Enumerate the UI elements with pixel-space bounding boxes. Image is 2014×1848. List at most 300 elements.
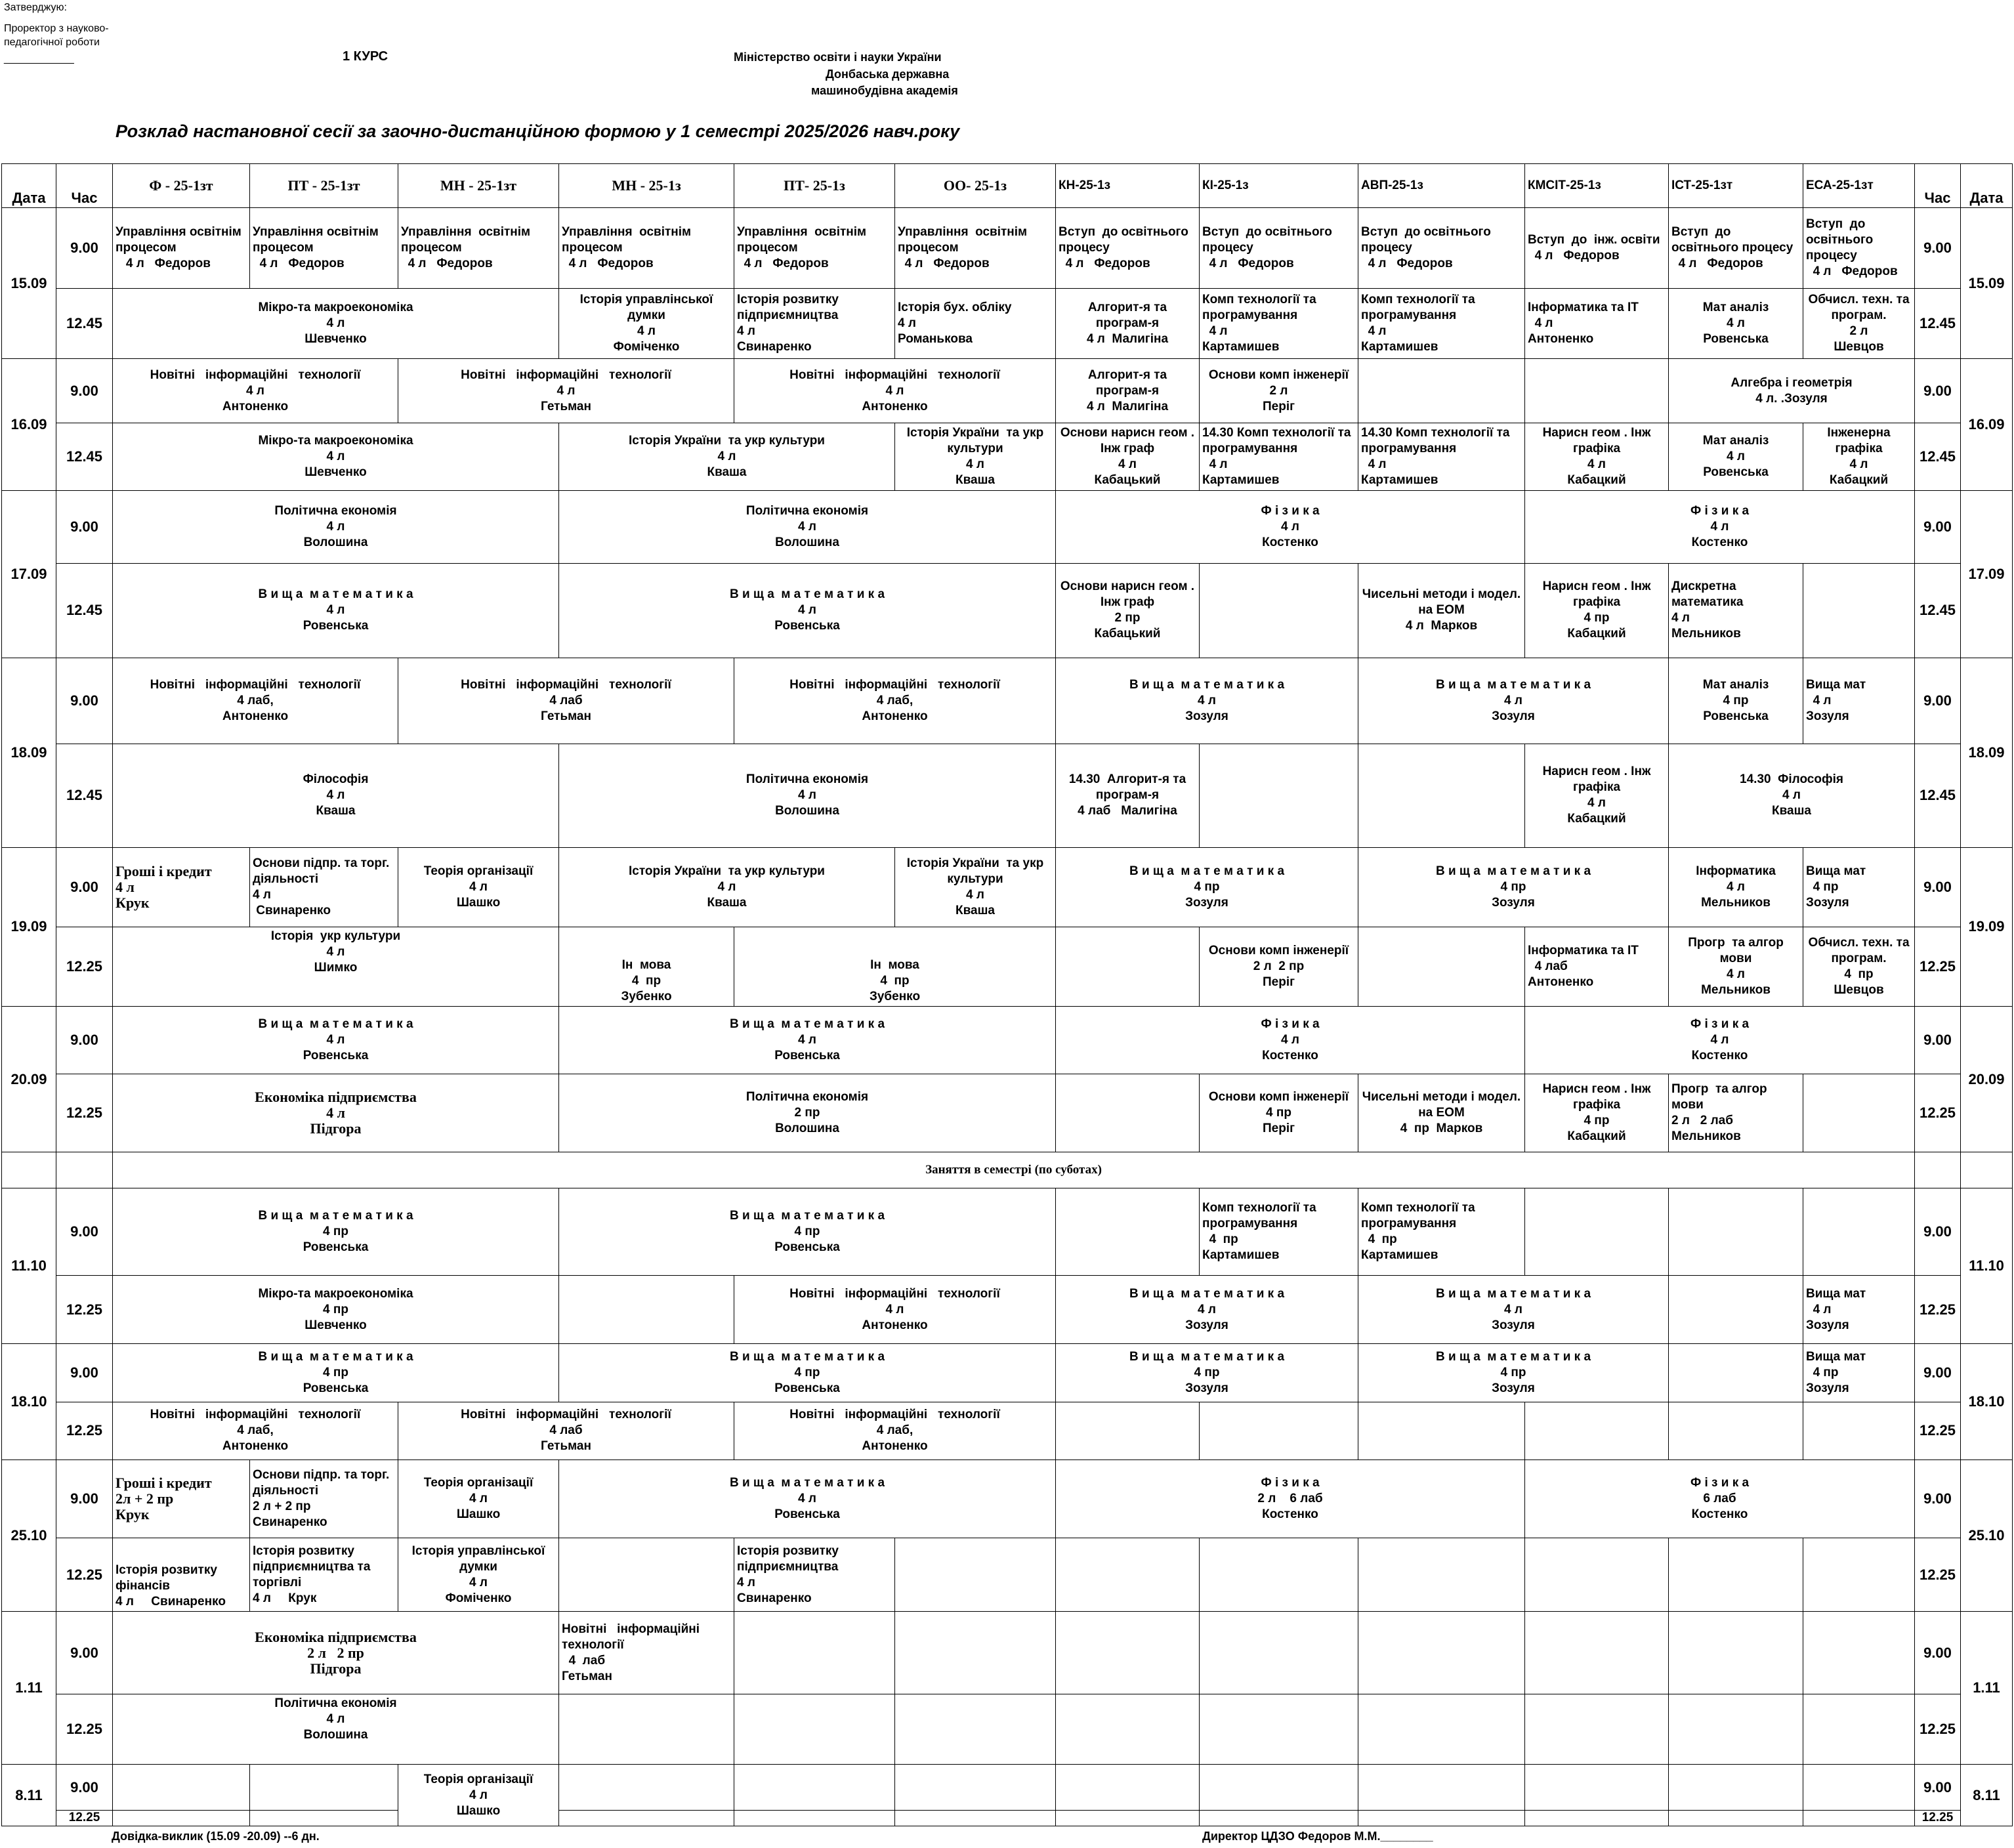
class-cell: Теорія організації 4 л Шашко xyxy=(423,864,534,910)
empty-cell xyxy=(1056,1765,1200,1810)
table-row xyxy=(2,491,2013,564)
class-cell: В и щ а м а т е м а т и к а 4 пр Зозуля xyxy=(1129,1350,1285,1396)
class-cell: Управління освітнім процесом 4 л Федоров xyxy=(401,225,531,271)
class-cell: Історія України та укр культури 4 л Кваша xyxy=(906,426,1044,488)
date-cell: 17.09 xyxy=(1961,491,2013,658)
class-cell: Новітні інформаційні технології 4 лаб Гетьман xyxy=(461,677,671,723)
empty-cell xyxy=(1803,1188,1915,1276)
time-cell: 9.00 xyxy=(1915,847,1961,927)
col-group-f: Ф - 25-1зт xyxy=(113,164,250,208)
footer-note: Довідка-виклик (15.09 -20.09) --6 дн. xyxy=(112,1830,320,1843)
time-cell: 9.00 xyxy=(56,1460,113,1538)
empty-cell xyxy=(734,1765,895,1810)
class-cell: Основи нарисн геом . Інж граф 2 пр Кабацький xyxy=(1060,579,1195,641)
empty-cell xyxy=(1358,744,1525,848)
table-row xyxy=(2,1402,2013,1460)
class-cell: Комп технології та програмування 4 л Картамишев xyxy=(1361,293,1475,354)
class-cell: Новітні інформаційні технології 4 лаб, Антоненко xyxy=(150,1408,361,1454)
empty-cell xyxy=(1669,1810,1803,1826)
date-cell: 1.11 xyxy=(2,1612,56,1765)
time-cell: 12.25 xyxy=(1915,1694,1961,1765)
class-cell: Політична економія 4 л Волошина xyxy=(745,772,869,818)
empty-cell xyxy=(1358,1612,1525,1694)
academy-line-1: Донбаська державна xyxy=(826,68,950,81)
class-cell: Ф і з и к а 4 л Костенко xyxy=(1261,504,1320,550)
empty-cell xyxy=(1525,1188,1669,1276)
date-cell: 19.09 xyxy=(2,847,56,1006)
table-row xyxy=(2,1344,2013,1402)
class-cell: Нарисн геом . Інж графіка 4 пр Кабацкий xyxy=(1542,1082,1651,1144)
time-cell: 9.00 xyxy=(56,208,113,289)
empty-cell xyxy=(1803,1074,1915,1152)
class-cell: Ф і з и к а 4 л Костенко xyxy=(1261,1017,1320,1063)
time-cell: 9.00 xyxy=(56,1006,113,1074)
col-group-mn: МН - 25-1з xyxy=(559,164,734,208)
class-cell: Нарисн геом . Інж графіка 4 пр Кабацкий xyxy=(1542,579,1651,641)
time-cell: 12.25 xyxy=(56,1074,113,1152)
time-cell: 12.25 xyxy=(1915,1275,1961,1343)
signature-line: ____________ xyxy=(4,53,74,64)
empty-cell xyxy=(1056,1694,1200,1765)
class-cell: Алгорит-я та програм-я 4 л Малигіна xyxy=(1086,301,1169,346)
class-cell: Історія України та укр культури 4 л Кваша xyxy=(629,434,825,480)
col-group-ptz: ПТ- 25-1з xyxy=(734,164,895,208)
date-cell: 20.09 xyxy=(2,1006,56,1152)
empty-cell xyxy=(1358,927,1525,1007)
class-cell: Ф і з и к а 6 лаб Костенко xyxy=(1690,1475,1750,1521)
col-group-pt: ПТ - 25-1зт xyxy=(250,164,398,208)
class-cell: Основи підпр. та торг. діяльності 2 л + 2 пр Свинаренко xyxy=(253,1467,390,1529)
empty-cell xyxy=(1525,359,1669,423)
empty-cell xyxy=(1669,1694,1803,1765)
class-cell: Вступ до інж. освіти 4 л Федоров xyxy=(1528,233,1660,263)
table-row xyxy=(2,1074,2013,1152)
date-cell: 16.09 xyxy=(2,359,56,491)
class-cell: Вища мат 4 пр Зозуля xyxy=(1806,864,1866,910)
class-cell: Політична економія 4 л Волошина xyxy=(745,504,869,550)
empty-cell xyxy=(1200,1765,1358,1810)
empty-cell xyxy=(895,1612,1056,1694)
empty-cell xyxy=(1200,1402,1358,1460)
class-cell: Новітні інформаційні технології 4 л Антоненко xyxy=(789,1286,1000,1332)
empty-cell xyxy=(1803,1402,1915,1460)
date-cell: 25.10 xyxy=(1961,1460,2013,1612)
table-row xyxy=(2,927,2013,1007)
time-cell: 12.25 xyxy=(1915,1402,1961,1460)
date-cell: 11.10 xyxy=(2,1188,56,1344)
time-cell: 9.00 xyxy=(1915,208,1961,289)
empty-cell xyxy=(113,1765,250,1810)
empty-cell xyxy=(1669,1538,1803,1612)
col-group-kmsit: КМСІТ-25-1з xyxy=(1525,164,1669,208)
class-cell: Політична економія 4 л Волошина xyxy=(274,1696,397,1742)
empty-cell xyxy=(1803,563,1915,658)
empty-cell xyxy=(559,1538,734,1612)
col-group-esa: ЕСА-25-1зт xyxy=(1803,164,1915,208)
empty-cell xyxy=(1200,1810,1358,1826)
empty-cell xyxy=(1056,1074,1200,1152)
course-label: 1 КУРС xyxy=(343,49,388,64)
table-row xyxy=(2,359,2013,423)
table-row xyxy=(2,744,2013,848)
date-cell: 18.09 xyxy=(2,658,56,847)
table-row xyxy=(2,208,2013,289)
empty-cell xyxy=(734,1694,895,1765)
class-cell: Економіка підприємства 2 л 2 пр Підгора xyxy=(255,1628,417,1677)
col-group-ist: ІСТ-25-1зт xyxy=(1669,164,1803,208)
class-cell: Новітні інформаційні технології 4 лаб, Антоненко xyxy=(150,677,361,723)
class-cell: Вступ до освітнього процесу 4 л Федоров xyxy=(1202,225,1332,271)
time-cell: 12.25 xyxy=(56,1694,113,1765)
empty-cell xyxy=(1056,1402,1200,1460)
empty-cell xyxy=(1669,1275,1803,1343)
table-row xyxy=(2,1765,2013,1810)
class-cell: Основи нарисн геом . Інж граф 4 л Кабацький xyxy=(1060,426,1195,488)
class-cell: 14.30 Філософія 4 л Кваша xyxy=(1740,772,1843,818)
class-cell: 14.30 Комп технології та програмування 4 л Картамишев xyxy=(1361,426,1510,488)
table-row xyxy=(2,1694,2013,1765)
class-cell: Історія управлінської думки 4 л Фоміченко xyxy=(579,293,713,354)
class-cell: Історія України та укр культури 4 л Кваша xyxy=(629,864,825,910)
class-cell: 14.30 Алгорит-я та програм-я 4 лаб Малигіна xyxy=(1068,772,1186,818)
class-cell: Гроші і кредит 2л + 2 пр Крук xyxy=(115,1474,212,1522)
date-cell: 17.09 xyxy=(2,491,56,658)
class-cell: В и щ а м а т е м а т и к а 4 л Зозуля xyxy=(1129,1286,1285,1332)
date-cell: 20.09 xyxy=(1961,1006,2013,1152)
empty-cell xyxy=(734,1612,895,1694)
time-cell: 9.00 xyxy=(1915,658,1961,744)
class-cell: Новітні інформаційні технології 4 лаб Гетьман xyxy=(461,1408,671,1454)
class-cell: В и щ а м а т е м а т и к а 4 пр Ровенська xyxy=(258,1350,413,1396)
prorector-line-2: педагогічної роботи xyxy=(4,37,100,48)
col-time-right: Час xyxy=(1915,164,1961,208)
prorector-line-1: Проректор з науково- xyxy=(4,23,109,34)
table-row xyxy=(2,1006,2013,1074)
class-cell: 14.30 Комп технології та програмування 4 л Картамишев xyxy=(1202,426,1351,488)
empty-cell xyxy=(1056,1612,1200,1694)
col-date-right: Дата xyxy=(1961,164,2013,208)
time-cell: 12.45 xyxy=(1915,288,1961,359)
empty-cell xyxy=(250,1765,398,1810)
class-cell: Філософія 4 л Кваша xyxy=(303,772,369,818)
empty-cell xyxy=(1525,1538,1669,1612)
class-cell: Історія укр культури 4 л Шимко xyxy=(270,929,401,975)
class-cell: Історія України та укр культури 4 л Кваша xyxy=(906,856,1044,918)
class-cell: Мат аналіз 4 л Ровенська xyxy=(1702,434,1769,480)
time-cell: 12.45 xyxy=(1915,744,1961,848)
date-cell: 18.09 xyxy=(1961,658,2013,847)
class-cell: Мат аналіз 4 л Ровенська xyxy=(1702,301,1769,346)
table-row xyxy=(2,423,2013,490)
empty-cell xyxy=(1525,1402,1669,1460)
time-cell: 12.45 xyxy=(56,744,113,848)
class-cell: Інформатика та ІТ 4 лаб Антоненко xyxy=(1528,944,1639,990)
class-cell: Новітні інформаційні технології 4 лаб, Антоненко xyxy=(789,1408,1000,1454)
class-cell: Прогр та алгор мови 2 л 2 лаб Мельников xyxy=(1671,1082,1767,1144)
empty-cell xyxy=(1358,1810,1525,1826)
class-cell: В и щ а м а т е м а т и к а 4 л Зозуля xyxy=(1129,677,1285,723)
class-cell: Історія управлінської думки 4 л Фоміченко xyxy=(411,1544,545,1605)
date-cell: 1.11 xyxy=(1961,1612,2013,1765)
class-cell: Мікро-та макроекономіка 4 л Шевченко xyxy=(258,434,413,480)
class-cell: Мат аналіз 4 пр Ровенська xyxy=(1702,677,1769,723)
empty-cell xyxy=(1056,1810,1200,1826)
class-cell: Прогр та алгор мови 4 л Мельников xyxy=(1688,936,1784,998)
time-cell: 9.00 xyxy=(56,359,113,423)
empty-cell xyxy=(1803,1810,1915,1826)
empty-cell xyxy=(559,1275,734,1343)
class-cell: В и щ а м а т е м а т и к а 4 пр Зозуля xyxy=(1435,1350,1591,1396)
table-row xyxy=(2,1612,2013,1694)
class-cell: Політична економія 4 л Волошина xyxy=(274,504,397,550)
table-row xyxy=(2,1810,2013,1826)
empty-cell xyxy=(559,1765,734,1810)
class-cell: Комп технології та програмування 4 пр Картамишев xyxy=(1361,1201,1475,1263)
class-cell: Ф і з и к а 4 л Костенко xyxy=(1690,504,1750,550)
class-cell: В и щ а м а т е м а т и к а 4 л Зозуля xyxy=(1435,677,1591,723)
empty-cell xyxy=(1200,1538,1358,1612)
time-cell: 9.00 xyxy=(56,1188,113,1276)
table-row xyxy=(2,563,2013,658)
class-cell: Вступ до освітнього процесу 4 л Федоров xyxy=(1806,217,1898,279)
time-cell: 12.25 xyxy=(1915,1074,1961,1152)
class-cell: В и щ а м а т е м а т и к а 4 пр Ровенська xyxy=(258,1209,413,1255)
class-cell: Управління освітнім процесом 4 л Федоров xyxy=(898,225,1028,271)
semester-row xyxy=(2,1152,2013,1188)
time-cell: 12.25 xyxy=(56,1275,113,1343)
class-cell: Історія розвитку підприємництва 4 л Свинаренко xyxy=(737,293,839,354)
empty-cell xyxy=(113,1810,250,1826)
empty-cell xyxy=(1200,1612,1358,1694)
class-cell: Історія розвитку підприємництва та торгівлі 4 л Крук xyxy=(253,1544,371,1605)
class-cell: Вища мат 4 л Зозуля xyxy=(1806,677,1866,723)
date-cell: 11.10 xyxy=(1961,1188,2013,1344)
class-cell: Ін мова 4 пр Зубенко xyxy=(869,957,921,1003)
time-cell: 9.00 xyxy=(56,1344,113,1402)
empty-cell xyxy=(1669,1765,1803,1810)
empty-cell xyxy=(1669,1612,1803,1694)
date-cell: 8.11 xyxy=(2,1765,56,1826)
time-cell: 9.00 xyxy=(56,1612,113,1694)
empty-cell xyxy=(1803,1765,1915,1810)
time-cell: 12.45 xyxy=(56,563,113,658)
time-cell: 12.25 xyxy=(1915,927,1961,1007)
class-cell: В и щ а м а т е м а т и к а 4 л Ровенська xyxy=(258,587,413,633)
empty-cell xyxy=(1669,1402,1803,1460)
date-cell: 18.10 xyxy=(1961,1344,2013,1460)
class-cell: В и щ а м а т е м а т и к а 4 пр Зозуля xyxy=(1435,864,1591,910)
table-row xyxy=(2,1538,2013,1612)
class-cell: Ф і з и к а 2 л 6 лаб Костенко xyxy=(1257,1475,1323,1521)
empty-cell xyxy=(559,1810,734,1826)
time-cell: 12.25 xyxy=(56,1402,113,1460)
empty-cell xyxy=(1525,1765,1669,1810)
class-cell: Історія бух. обліку 4 л Романькова xyxy=(898,301,1012,346)
empty-cell xyxy=(559,1694,734,1765)
semester-label: Заняття в семестрі (по суботах) xyxy=(113,1152,1915,1188)
class-cell: Вища мат 4 пр Зозуля xyxy=(1806,1350,1866,1396)
empty-cell xyxy=(1056,927,1200,1007)
class-cell: Управління освітнім процесом 4 л Федоров xyxy=(737,225,867,271)
class-cell: Новітні інформаційні технології 4 лаб Гетьман xyxy=(562,1622,700,1683)
class-cell: Мікро-та макроекономіка 4 л Шевченко xyxy=(258,301,413,346)
footer-signature: Директор ЦДЗО Федоров М.М.________ xyxy=(1202,1830,1433,1843)
class-cell: Вища мат 4 л Зозуля xyxy=(1806,1286,1866,1332)
class-cell: Чисельні методи і модел. на ЕОМ 4 л Марков xyxy=(1362,587,1521,633)
class-cell: Управління освітнім процесом 4 л Федоров xyxy=(253,225,379,271)
empty-cell xyxy=(1803,1694,1915,1765)
empty-cell xyxy=(895,1694,1056,1765)
time-cell: 12.45 xyxy=(56,288,113,359)
date-cell: 8.11 xyxy=(1961,1765,2013,1826)
class-cell: Інженерна графіка 4 л Кабацкий xyxy=(1827,426,1891,488)
class-cell: Чисельні методи і модел. на ЕОМ 4 пр Марков xyxy=(1362,1090,1521,1136)
time-cell: 9.00 xyxy=(56,1765,113,1810)
class-cell: Нарисн геом . Інж графіка 4 л Кабацкий xyxy=(1542,426,1651,488)
class-cell: Ф і з и к а 4 л Костенко xyxy=(1690,1017,1750,1063)
class-cell: Теорія організації 4 л Шашко xyxy=(423,1772,534,1818)
empty-cell xyxy=(56,1152,113,1188)
time-cell: 9.00 xyxy=(1915,359,1961,423)
date-cell: 25.10 xyxy=(2,1460,56,1612)
time-cell: 9.00 xyxy=(1915,1765,1961,1810)
header-row xyxy=(2,164,2013,208)
table-row xyxy=(2,288,2013,359)
empty-cell xyxy=(895,1538,1056,1612)
empty-cell xyxy=(1961,1152,2013,1188)
schedule-title: Розклад настановної сесії за заочно-дистанційною формою у 1 семестрі 2025/2026 навч.року xyxy=(115,121,960,141)
time-cell: 9.00 xyxy=(1915,491,1961,564)
class-cell: Управління освітнім процесом 4 л Федоров xyxy=(115,225,241,271)
class-cell: Вступ до освітнього процесу 4 л Федоров xyxy=(1059,225,1188,271)
class-cell: В и щ а м а т е м а т и к а 4 л Ровенська xyxy=(258,1017,413,1063)
class-cell: Інформатика та ІТ 4 л Антоненко xyxy=(1528,301,1639,346)
time-cell: 12.25 xyxy=(1915,1810,1961,1826)
table-row xyxy=(2,1460,2013,1538)
class-cell: Алгорит-я та програм-я 4 л Малигіна xyxy=(1086,368,1169,413)
empty-cell xyxy=(1525,1810,1669,1826)
col-group-oo: ОО- 25-1з xyxy=(895,164,1056,208)
date-cell: 19.09 xyxy=(1961,847,2013,1006)
class-cell: Основи комп інженерії 2 л 2 пр Періг xyxy=(1208,944,1349,990)
time-cell: 9.00 xyxy=(1915,1344,1961,1402)
time-cell: 9.00 xyxy=(1915,1188,1961,1276)
time-cell: 12.45 xyxy=(1915,423,1961,490)
class-cell: Новітні інформаційні технології 4 лаб, Антоненко xyxy=(789,677,1000,723)
table-row xyxy=(2,847,2013,927)
class-cell: Гроші і кредит 4 л Крук xyxy=(115,863,212,912)
time-cell: 9.00 xyxy=(1915,1612,1961,1694)
schedule-table xyxy=(1,163,2013,1826)
class-cell: Комп технології та програмування 4 л Картамишев xyxy=(1202,293,1316,354)
class-cell: Обчисл. техн. та програм. 2 л Шевцов xyxy=(1808,293,1910,354)
class-cell: Політична економія 2 пр Волошина xyxy=(745,1090,869,1136)
col-date: Дата xyxy=(2,164,56,208)
col-group-mnt: МН - 25-1зт xyxy=(398,164,559,208)
time-cell: 12.25 xyxy=(56,1810,113,1826)
empty-cell xyxy=(1358,1694,1525,1765)
class-cell: В и щ а м а т е м а т и к а 4 л Ровенська xyxy=(729,1017,885,1063)
class-cell: Нарисн геом . Інж графіка 4 л Кабацкий xyxy=(1542,765,1651,826)
col-group-kn: КН-25-1з xyxy=(1056,164,1200,208)
time-cell: 12.25 xyxy=(1915,1538,1961,1612)
class-cell: В и щ а м а т е м а т и к а 4 л Ровенська xyxy=(729,587,885,633)
date-cell: 15.09 xyxy=(2,208,56,359)
class-cell: Вступ до освітнього процесу 4 л Федоров xyxy=(1361,225,1491,271)
class-cell: Дискретна математика 4 л Мельников xyxy=(1671,579,1744,641)
empty-cell xyxy=(1803,1612,1915,1694)
class-cell: Комп технології та програмування 4 пр Картамишев xyxy=(1202,1201,1316,1263)
date-cell: 16.09 xyxy=(1961,359,2013,491)
class-cell: Основи підпр. та торг. діяльності 4 л Свинаренко xyxy=(253,856,390,918)
approve-label: Затверджую: xyxy=(4,2,67,13)
table-row xyxy=(2,1275,2013,1343)
empty-cell xyxy=(1803,1538,1915,1612)
class-cell: Основи комп інженерії 2 л Періг xyxy=(1208,368,1349,413)
class-cell: В и щ а м а т е м а т и к а 4 пр Зозуля xyxy=(1129,864,1285,910)
empty-cell xyxy=(1525,1694,1669,1765)
time-cell: 9.00 xyxy=(56,491,113,564)
class-cell: Історія розвитку фінансів 4 л Свинаренко xyxy=(115,1563,226,1609)
class-cell: Інформатика 4 л Мельников xyxy=(1696,864,1776,910)
empty-cell xyxy=(2,1152,56,1188)
class-cell: Новітні інформаційні технології 4 л Антоненко xyxy=(789,368,1000,413)
ministry-label: Міністерство освіти і науки України xyxy=(734,51,942,64)
empty-cell xyxy=(1915,1152,1961,1188)
empty-cell xyxy=(895,1810,1056,1826)
class-cell: Економіка підприємства 4 л Підгора xyxy=(255,1089,417,1137)
class-cell: Ін мова 4 пр Зубенко xyxy=(621,957,672,1003)
time-cell: 12.25 xyxy=(56,927,113,1007)
empty-cell xyxy=(1200,1694,1358,1765)
class-cell: Управління освітнім процесом 4 л Федоров xyxy=(562,225,692,271)
class-cell: В и щ а м а т е м а т и к а 4 пр Ровенська xyxy=(729,1209,885,1255)
date-cell: 15.09 xyxy=(1961,208,2013,359)
academy-line-2: машинобудівна академія xyxy=(811,84,958,97)
col-time: Час xyxy=(56,164,113,208)
col-group-ki: КІ-25-1з xyxy=(1200,164,1358,208)
empty-cell xyxy=(1669,1344,1803,1402)
class-cell: Обчисл. техн. та програм. 4 пр Шевцов xyxy=(1808,936,1910,998)
empty-cell xyxy=(1358,1538,1525,1612)
empty-cell xyxy=(1525,1612,1669,1694)
empty-cell xyxy=(1358,1402,1525,1460)
class-cell: Вступ до освітнього процесу 4 л Федоров xyxy=(1671,225,1794,271)
time-cell: 9.00 xyxy=(56,658,113,744)
class-cell: Новітні інформаційні технології 4 л Антоненко xyxy=(150,368,361,413)
time-cell: 12.45 xyxy=(1915,563,1961,658)
class-cell: В и щ а м а т е м а т и к а 4 пр Ровенська xyxy=(729,1350,885,1396)
class-cell: Новітні інформаційні технології 4 л Гетьман xyxy=(461,368,671,413)
class-cell: В и щ а м а т е м а т и к а 4 л Ровенська xyxy=(729,1475,885,1521)
class-cell: Історія розвитку підприємництва 4 л Свинаренко xyxy=(737,1544,839,1605)
empty-cell xyxy=(1056,1538,1200,1612)
empty-cell xyxy=(1669,1188,1803,1276)
empty-cell xyxy=(1200,563,1358,658)
table-row xyxy=(2,1188,2013,1276)
class-cell: Основи комп інженерії 4 пр Періг xyxy=(1208,1090,1349,1136)
table-row xyxy=(2,658,2013,744)
time-cell: 9.00 xyxy=(1915,1460,1961,1538)
empty-cell xyxy=(1358,359,1525,423)
empty-cell xyxy=(250,1810,398,1826)
class-cell: Теорія організації 4 л Шашко xyxy=(423,1475,534,1521)
time-cell: 9.00 xyxy=(56,847,113,927)
empty-cell xyxy=(1200,744,1358,848)
class-cell: В и щ а м а т е м а т и к а 4 л Зозуля xyxy=(1435,1286,1591,1332)
time-cell: 12.45 xyxy=(56,423,113,490)
date-cell: 18.10 xyxy=(2,1344,56,1460)
